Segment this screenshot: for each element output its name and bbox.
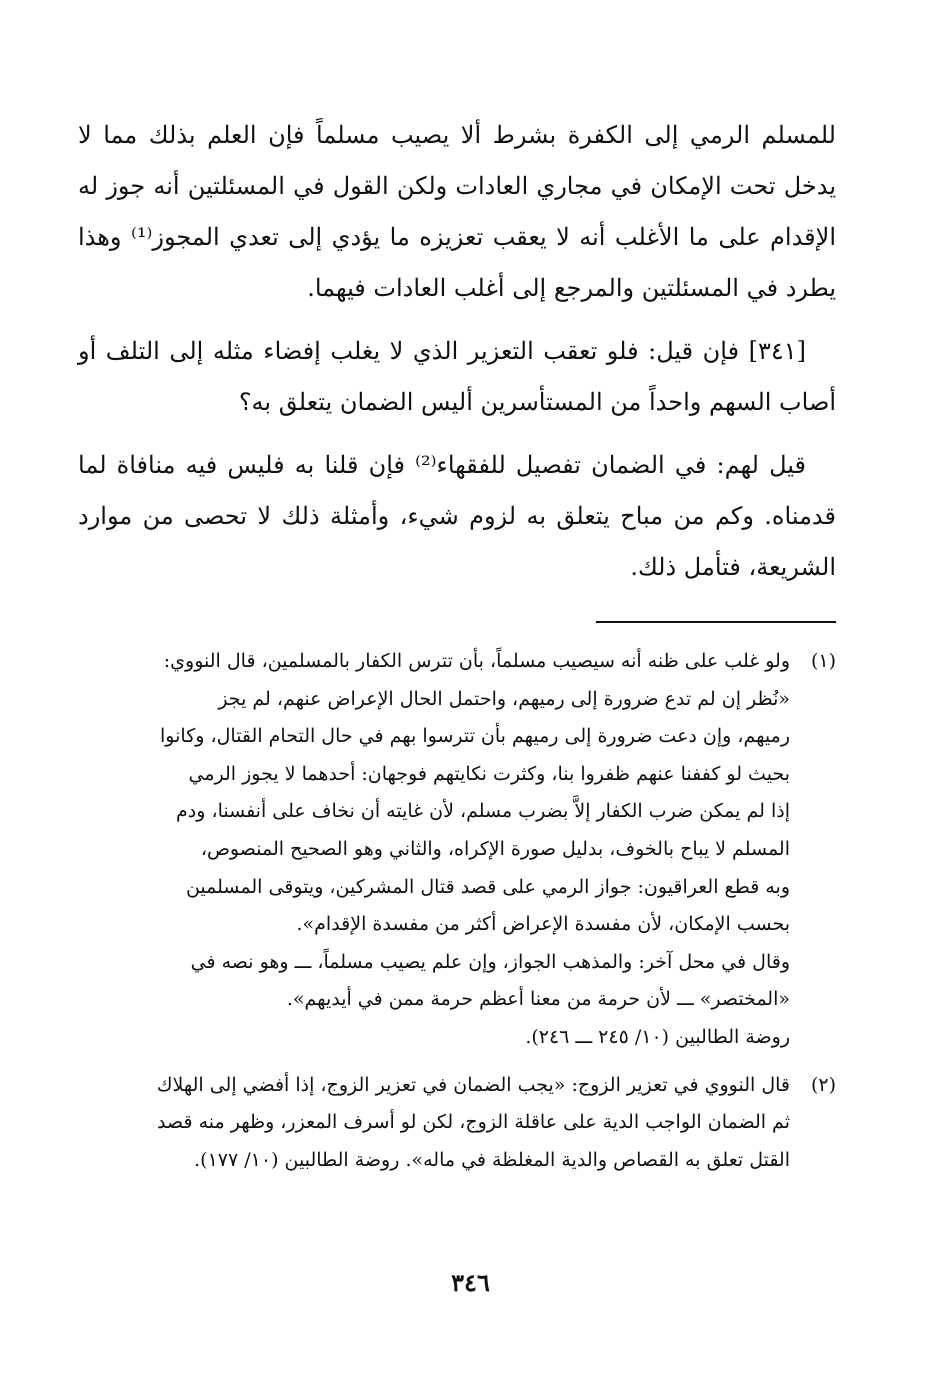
footnote-body <box>78 643 790 1057</box>
main-text <box>78 110 836 593</box>
footnote-2 <box>78 1067 836 1180</box>
footnote-line: «المختصر» ـــ لأن حرمة من معنا أعظم حرمة ممن في أيديهم». <box>286 988 790 1011</box>
footnote-line: «نُظر إن لم تدع ضرورة إلى رميهم، واحتمل الحال الإعراض عنهم، لم يجز <box>218 687 790 710</box>
page-number: ٣٤٦ <box>451 1268 490 1297</box>
footnote-divider <box>596 621 836 623</box>
footnote-line: القتل تعلق به القصاص والدية المغلظة في ماله». روضة الطالبين (١٠/ ١٧٧). <box>194 1148 790 1171</box>
footnote-number: (١) <box>810 650 836 672</box>
footnote-line: قال النووي في تعزير الزوج: «يجب الضمان في تعزير الزوج، إذا أفضي إلى الهلاك <box>156 1073 790 1096</box>
footnote-line: إذا لم يمكن ضرب الكفار إلاَّ بضرب مسلم، لأن غايته أن نخاف على أنفسنا، ودم <box>176 800 790 823</box>
footnote-line: بحسب الإمكان، لأن مفسدة الإعراض أكثر من مفسدة الإقدام». <box>296 913 790 936</box>
footnote-body <box>78 1067 790 1180</box>
footnotes <box>78 643 836 1179</box>
paragraph-1: للمسلم الرمي إلى الكفرة بشرط ألا يصيب مسلماً فإن العلم بذلك مما لا يدخل تحت الإمكان في مجاري العادات ولكن القول في المسئلتين أنه جوز له الإقدام على ما الأغلب أنه لا يعقب تعزيزه ما يؤدي إلى تعدي المجوز⁽¹⁾ وهذا يطرد في المسئلتين والمرجع إلى أغلب العادات فيهما. <box>78 121 836 302</box>
footnote-line: بحيث لو كففنا عنهم ظفروا بنا، وكثرت نكايتهم فوجهان: أحدهما لا يجوز الرمي <box>188 762 790 785</box>
page-content <box>78 110 836 1189</box>
footnote-line: وبه قطع العراقيون: جواز الرمي على قصد قتال المشركين، ويتوقى المسلمين <box>185 875 790 898</box>
paragraph-3: قيل لهم: في الضمان تفصيل للفقهاء⁽²⁾ فإن قلنا به فليس فيه منافاة لما قدمناه. وكم من مباح يتعلق به لزوم شيء، وأمثلة ذلك لا تحصى من موارد الشريعة، فتأمل ذلك. <box>78 451 836 581</box>
paragraph-2: [٣٤١] فإن قيل: فلو تعقب التعزير الذي لا يغلب إفضاء مثله إلى التلف أو أصاب السهم واحداً من المستأسرين أليس الضمان يتعلق به؟ <box>78 337 836 416</box>
footnote-line: رميهم، وإن دعت ضرورة إلى رميهم بأن تترسوا بهم في حال التحام القتال، وكانوا <box>160 725 790 748</box>
footnote-line: روضة الطالبين (١٠/ ٢٤٥ ـــ ٢٤٦). <box>525 1025 790 1048</box>
footnote-line: وقال في محل آخر: والمذهب الجواز، وإن علم يصيب مسلماً، ـــ وهو نصه في <box>190 950 790 973</box>
footnote-line: المسلم لا يباح بالخوف، بدليل صورة الإكراه، والثاني وهو الصحيح المنصوص، <box>200 837 790 860</box>
footnote-1 <box>78 643 836 1057</box>
footnote-number: (٢) <box>810 1073 836 1096</box>
footnote-line: ولو غلب على ظنه أنه سيصيب مسلماً، بأن تترس الكفار بالمسلمين، قال النووي: <box>163 650 790 672</box>
footnote-line: ثم الضمان الواجب الدية على عاقلة الزوج، لكن لو أسرف المعزر، وظهر منه قصد <box>157 1111 790 1134</box>
